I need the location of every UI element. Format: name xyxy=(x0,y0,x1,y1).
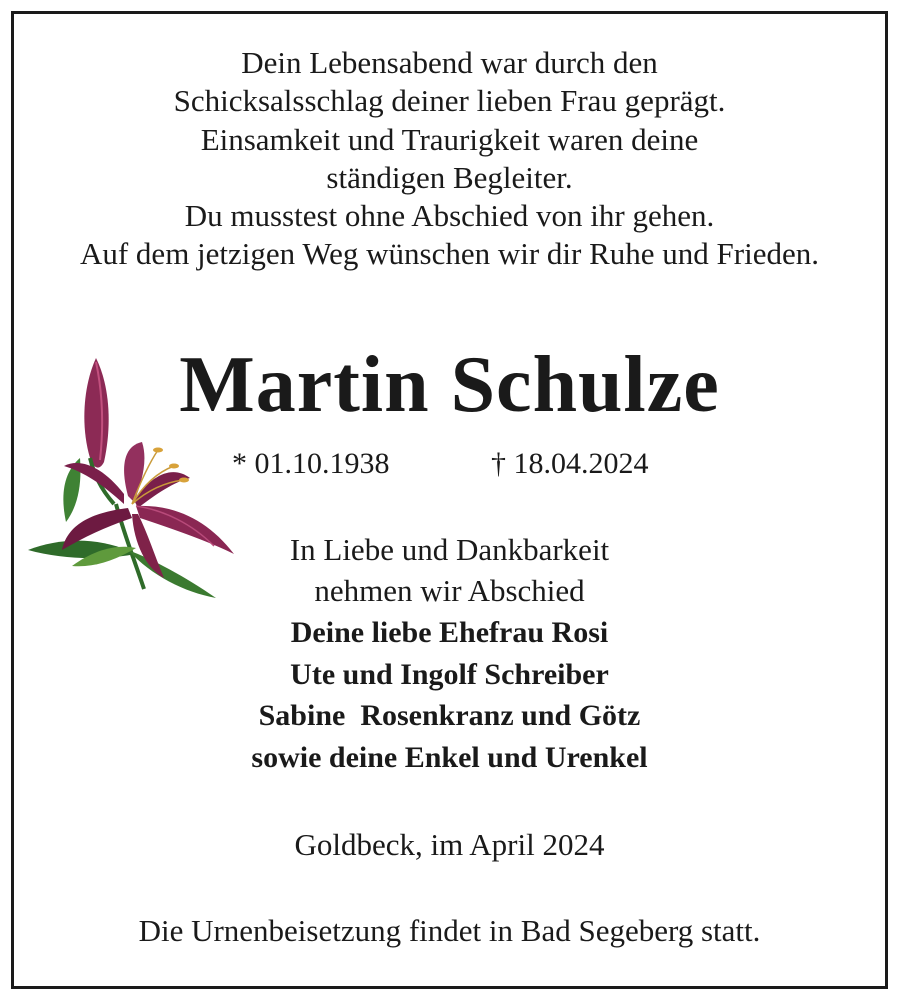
poem-line: Schicksalsschlag deiner lieben Frau geprägt. xyxy=(173,83,726,119)
memorial-poem xyxy=(0,44,899,274)
farewell-line: In Liebe und Dankbarkeit xyxy=(289,532,610,567)
farewell-text xyxy=(0,529,899,611)
poem-line: ständigen Begleiter. xyxy=(326,159,573,195)
poem-line: Auf dem jetzigen Weg wünschen wir dir Ruhe und Frieden. xyxy=(79,236,820,272)
poem-line: Dein Lebensabend war durch den xyxy=(241,45,658,80)
mourner-line: Sabine Rosenkranz und Götz xyxy=(258,699,641,732)
poem-line: Einsamkeit und Traurigkeit waren deine xyxy=(200,121,699,157)
farewell-line: nehmen wir Abschied xyxy=(314,573,585,608)
mourner-line: sowie deine Enkel und Urenkel xyxy=(251,740,648,774)
place-and-date: Goldbeck, im April 2024 xyxy=(294,827,605,862)
mourners-list xyxy=(0,612,899,778)
birth-date: * 01.10.1938 xyxy=(232,447,390,480)
mourner-line: Deine liebe Ehefrau Rosi xyxy=(290,616,609,649)
poem-line: Du musstest ohne Abschied von ihr gehen. xyxy=(184,198,715,234)
death-date: † 18.04.2024 xyxy=(491,447,649,480)
mourner-line: Ute und Ingolf Schreiber xyxy=(290,657,609,691)
deceased-name: Martin Schulze xyxy=(179,341,720,429)
burial-note: Die Urnenbeisetzung findet in Bad Segeberg statt. xyxy=(138,913,761,948)
